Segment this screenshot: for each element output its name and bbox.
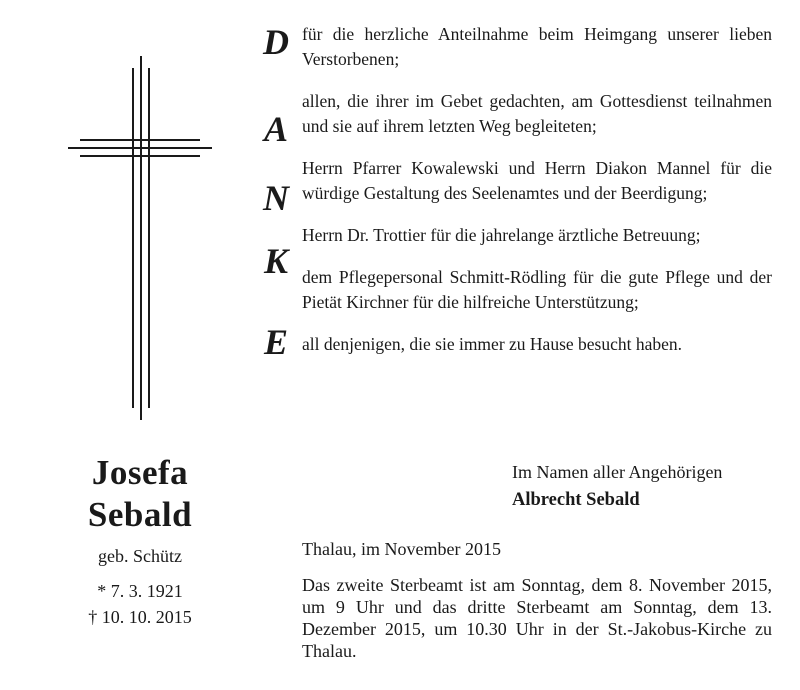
birth-date: * 7. 3. 1921 — [97, 581, 183, 601]
birth-name: geb. Schütz — [98, 546, 182, 566]
acrostic-letter: D — [263, 22, 289, 62]
thanks-item-n — [258, 156, 772, 218]
service-notice: Das zweite Sterbeamt ist am Sonntag, dem 8. November 2015, um 9 Uhr und das dritte Sterbeamt am Sonntag, dem 13. Dezember 2015, um 10.30 Uhr in der St.-Jakobus-Kirche zu Thalau. — [302, 575, 772, 661]
place-date: Thalau, im November 2015 — [302, 539, 501, 559]
thanks-item-e — [258, 322, 772, 362]
deceased-last-name: Sebald — [87, 495, 193, 534]
acrostic-letter: K — [263, 241, 288, 281]
deceased-first-name: Josefa — [91, 453, 189, 492]
thanks-item-a — [258, 89, 772, 149]
acrostic-letter: E — [263, 322, 288, 362]
thanks-text: allen, die ihrer im Gebet gedachten, am Gottesdienst teilnahmen und sie auf ihrem letzten Weg begleiteten; — [302, 91, 772, 136]
thanks-item-k — [258, 223, 772, 315]
acrostic-letter: A — [263, 109, 288, 149]
thanks-text: all denjenigen, die sie immer zu Hause besucht haben. — [302, 334, 683, 354]
thanks-text: Herrn Pfarrer Kowalewski und Herrn Diakon Mannel für die würdige Gestaltung des Seelenamtes und der Beerdigung; — [302, 158, 772, 203]
death-date: † 10. 10. 2015 — [88, 607, 192, 627]
signature-line: Im Namen aller Angehörigen — [512, 462, 723, 482]
notice-block — [302, 538, 772, 662]
thanks-item-d — [258, 22, 772, 72]
thanks-text: dem Pflegepersonal Schmitt-Rödling für die gute Pflege und der Pietät Kirchner für die hilfreiche Unterstützung; — [302, 267, 772, 312]
thanks-text: Herrn Dr. Trottier für die jahrelange ärztliche Betreuung; — [302, 225, 701, 245]
acrostic-letter: N — [263, 178, 289, 218]
signature-name: Albrecht Sebald — [512, 490, 640, 510]
thanks-text: für die herzliche Anteilnahme beim Heimgang unserer lieben Verstorbenen; — [302, 24, 772, 69]
deceased-block — [40, 452, 240, 630]
thanks-list — [258, 22, 772, 362]
signature-block — [512, 458, 722, 514]
